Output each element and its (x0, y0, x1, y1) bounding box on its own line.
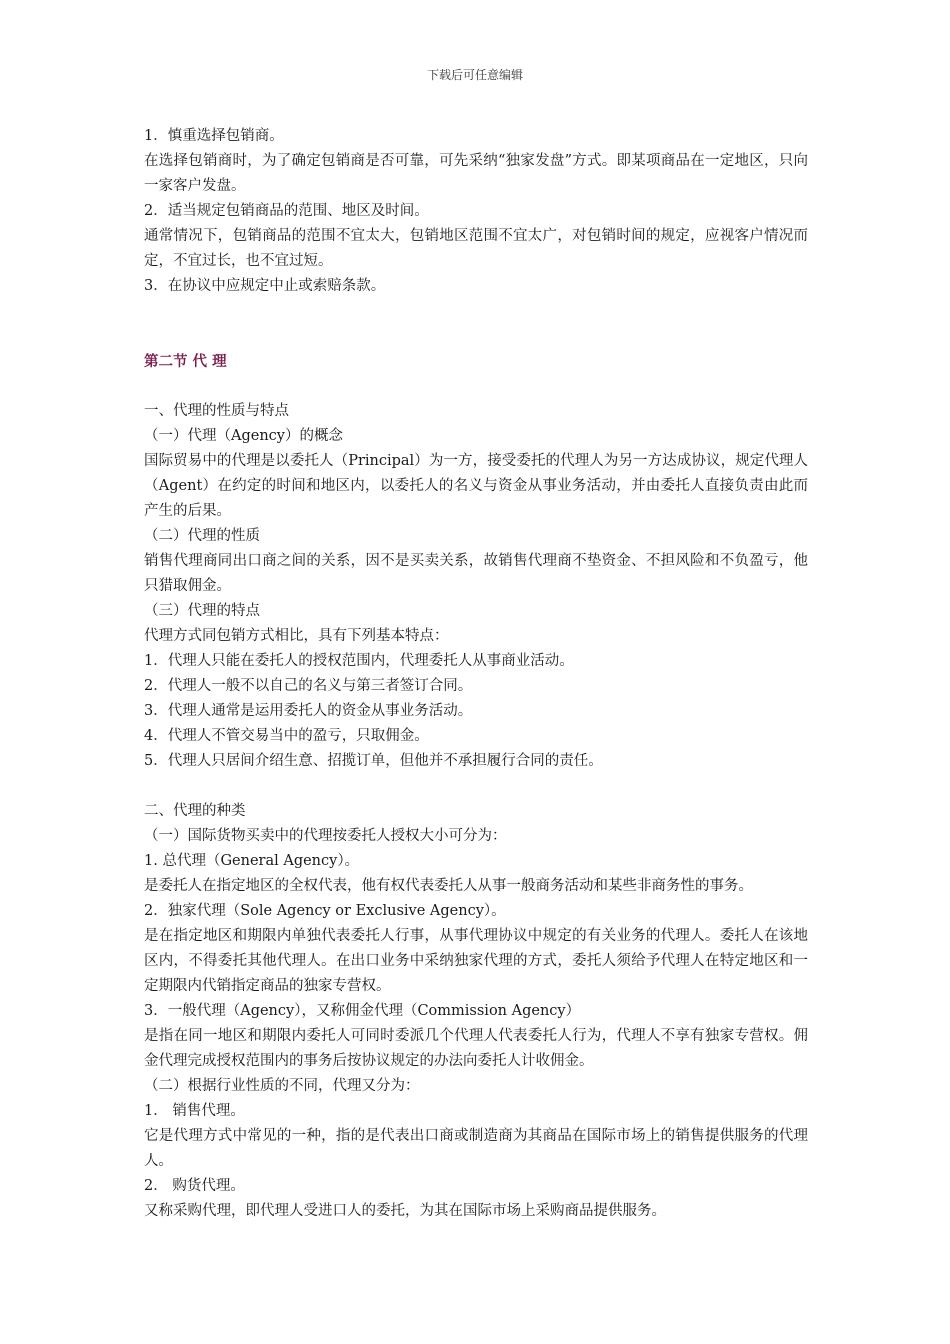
paragraph: 国际贸易中的代理是以委托人（Principal）为一方，接受委托的代理人为另一方达成协议，规定代理人（Agent）在约定的时间和地区内，以委托人的名义与资金从事业务活动，并由委托人直接负责由此而产生的后果。 (144, 453, 808, 519)
paragraph: 通常情况下，包销商品的范围不宜太大，包销地区范围不宜太广，对包销时间的规定，应视客户情况而定，不宜过长，也不宜过短。 (144, 228, 808, 269)
paragraph: 3．在协议中应规定中止或索赔条款。 (144, 278, 386, 294)
page-header: 下载后可任意编辑 (426, 68, 523, 82)
spacer (144, 299, 808, 324)
list-item: 3．一般代理（Agency），又称佣金代理（Commission Agency） (144, 1003, 581, 1019)
list-item: 1． 销售代理。 (144, 1103, 245, 1119)
paragraph: 销售代理商同出口商之间的关系，因不是买卖关系，故销售代理商不垫资金、不担风险和不负盈亏，他只猎取佣金。 (144, 553, 808, 594)
heading: 二、代理的种类 (144, 803, 246, 819)
paragraph: 又称采购代理，即代理人受进口人的委托，为其在国际市场上采购商品提供服务。 (144, 1203, 666, 1219)
list-item: 2． 购货代理。 (144, 1178, 245, 1194)
subheading: （二）代理的性质 (144, 528, 260, 544)
spacer (144, 774, 808, 799)
document-body (144, 124, 808, 1224)
paragraph: 是在指定地区和期限内单独代表委托人行事，从事代理协议中规定的有关业务的代理人。委托人在该地区内，不得委托其他代理人。在出口业务中采纳独家代理的方式，委托人须给予代理人在特定地区和一定期限内代销指定商品的独家专营权。 (144, 928, 808, 994)
subheading: （一）代理（Agency）的概念 (144, 428, 343, 444)
list-item: 3．代理人通常是运用委托人的资金从事业务活动。 (144, 703, 473, 719)
subheading: （二）根据行业性质的不同，代理又分为： (144, 1078, 420, 1094)
subheading: （一）国际货物买卖中的代理按委托人授权大小可分为： (144, 828, 507, 844)
heading: 一、代理的性质与特点 (144, 403, 289, 419)
section-title: 第二节 代 理 (144, 353, 227, 370)
paragraph: 代理方式同包销方式相比，具有下列基本特点： (144, 628, 449, 644)
paragraph: 是委托人在指定地区的全权代表，他有权代表委托人从事一般商务活动和某些非商务性的事务。 (144, 878, 753, 894)
list-item: 1．代理人只能在委托人的授权范围内，代理委托人从事商业活动。 (144, 653, 574, 669)
spacer (144, 374, 808, 399)
list-item: 2．代理人一般不以自己的名义与第三者签订合同。 (144, 678, 473, 694)
paragraph: 它是代理方式中常见的一种，指的是代表出口商或制造商为其商品在国际市场上的销售提供服务的代理人。 (144, 1128, 808, 1169)
list-item: 1. 总代理（General Agency）。 (144, 853, 360, 869)
subheading: （三）代理的特点 (144, 603, 260, 619)
list-item: 2．独家代理（Sole Agency or Exclusive Agency）。 (144, 903, 506, 919)
paragraph: 2．适当规定包销商品的范围、地区及时间。 (144, 203, 429, 219)
paragraph: 1．慎重选择包销商。 (144, 128, 284, 144)
list-item: 4．代理人不管交易当中的盈亏，只取佣金。 (144, 728, 429, 744)
spacer (144, 324, 808, 349)
paragraph: 在选择包销商时，为了确定包销商是否可靠，可先采纳“独家发盘”方式。即某项商品在一定地区，只向一家客户发盘。 (144, 153, 808, 194)
paragraph: 是指在同一地区和期限内委托人可同时委派几个代理人代表委托人行为，代理人不享有独家专营权。佣金代理完成授权范围内的事务后按协议规定的办法向委托人计收佣金。 (144, 1028, 808, 1069)
list-item: 5．代理人只居间介绍生意、招揽订单，但他并不承担履行合同的责任。 (144, 753, 603, 769)
